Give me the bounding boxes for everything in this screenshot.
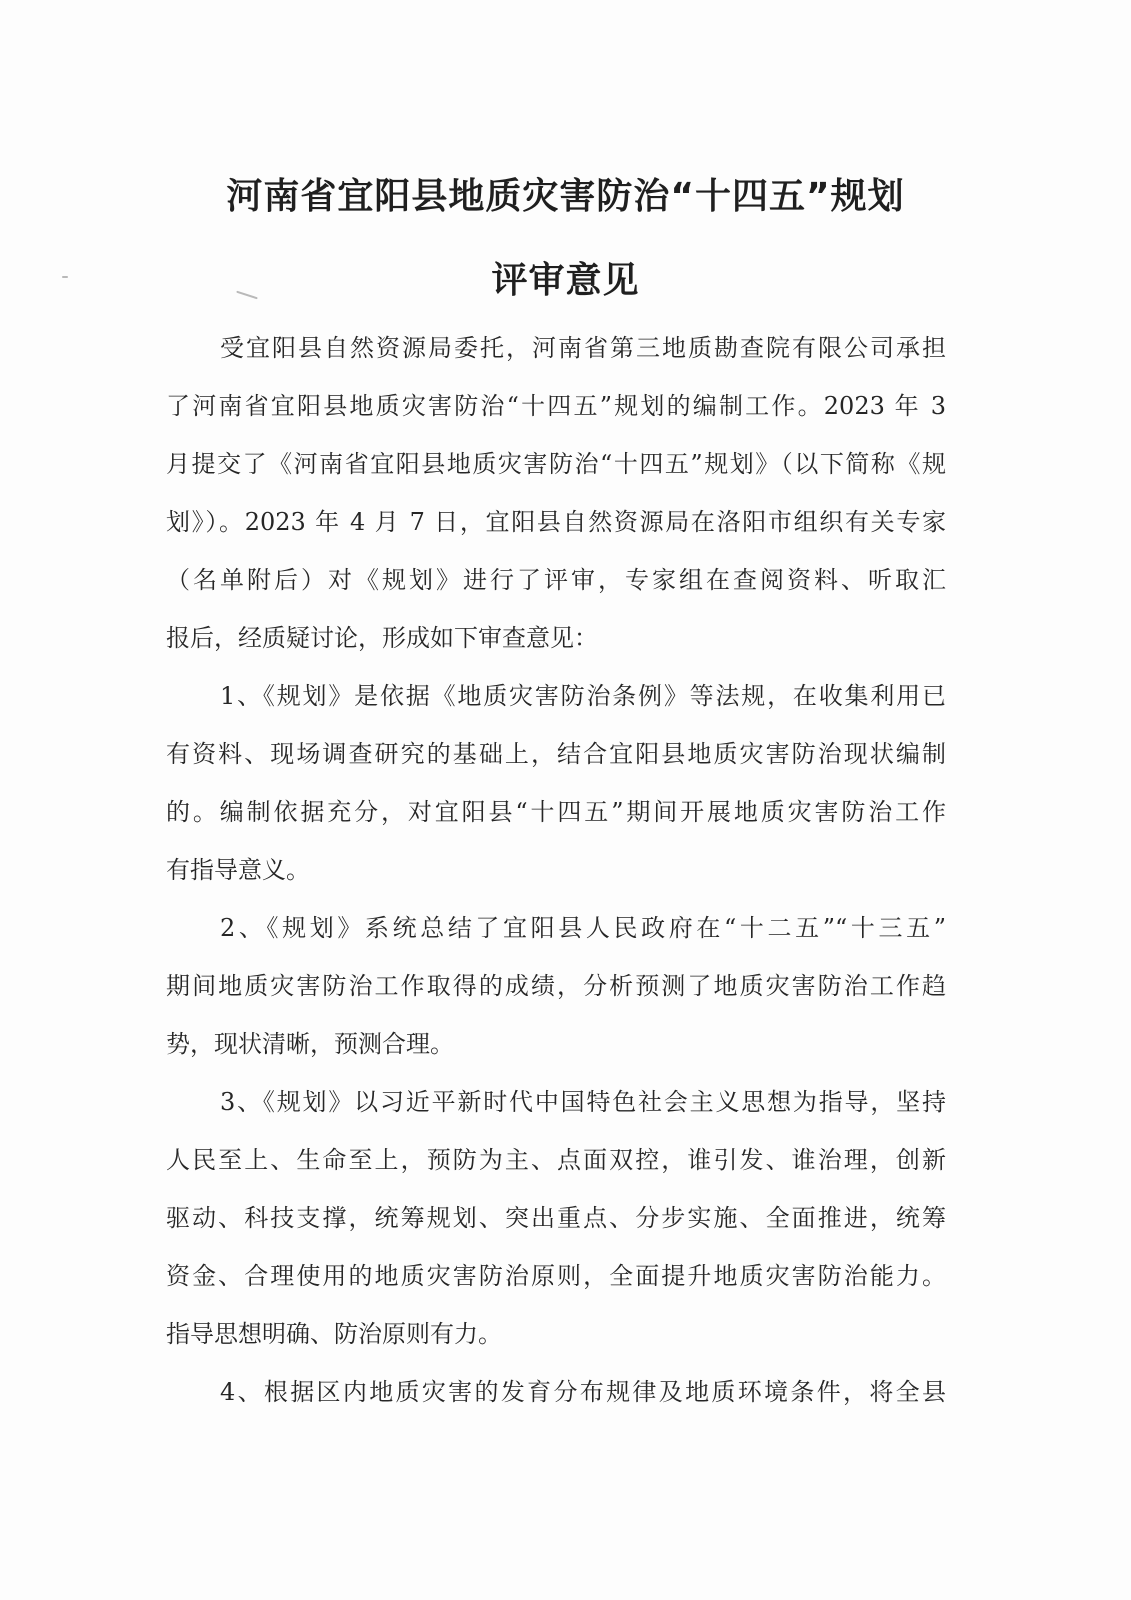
document-subtitle: 评审意见 — [491, 260, 640, 301]
body-line: 有指导意义。 — [166, 856, 310, 884]
body-line: 资金、合理使用的地质灾害防治原则，全面提升地质灾害防治能力。 — [166, 1262, 946, 1290]
body-line: 的。编制依据充分，对宜阳县“十四五”期间开展地质灾害防治工作 — [166, 798, 946, 826]
body-line: 报后，经质疑讨论，形成如下审查意见： — [166, 624, 598, 652]
scan-mark — [62, 276, 68, 278]
body-line: 划》）。2023 年 4 月 7 日，宜阳县自然资源局在洛阳市组织有关专家 — [166, 508, 946, 536]
body-line: 势，现状清晰，预测合理。 — [166, 1030, 454, 1058]
body-line: 2、《规划》系统总结了宜阳县人民政府在“十二五”“十三五” — [220, 914, 946, 942]
body-line: （名单附后）对《规划》进行了评审，专家组在查阅资料、听取汇 — [166, 566, 946, 594]
body-line: 1、《规划》是依据《地质灾害防治条例》等法规，在收集利用已 — [220, 682, 946, 710]
body-line: 受宜阳县自然资源局委托，河南省第三地质勘查院有限公司承担 — [220, 334, 946, 362]
body-line: 期间地质灾害防治工作取得的成绩，分析预测了地质灾害防治工作趋 — [166, 972, 946, 1000]
body-line: 月提交了《河南省宜阳县地质灾害防治“十四五”规划》（以下简称《规 — [166, 450, 946, 478]
body-line: 4、根据区内地质灾害的发育分布规律及地质环境条件，将全县 — [220, 1378, 946, 1406]
document-title: 河南省宜阳县地质灾害防治“十四五”规划 — [226, 176, 905, 217]
body-line: 人民至上、生命至上，预防为主、点面双控，谁引发、谁治理，创新 — [166, 1146, 946, 1174]
body-line: 3、《规划》以习近平新时代中国特色社会主义思想为指导，坚持 — [220, 1088, 946, 1116]
body-line: 驱动、科技支撑，统筹规划、突出重点、分步实施、全面推进，统筹 — [166, 1204, 946, 1232]
body-line: 了河南省宜阳县地质灾害防治“十四五”规划的编制工作。2023 年 3 — [166, 392, 946, 420]
body-line: 指导思想明确、防治原则有力。 — [166, 1320, 502, 1348]
body-line: 有资料、现场调查研究的基础上，结合宜阳县地质灾害防治现状编制 — [166, 740, 946, 768]
